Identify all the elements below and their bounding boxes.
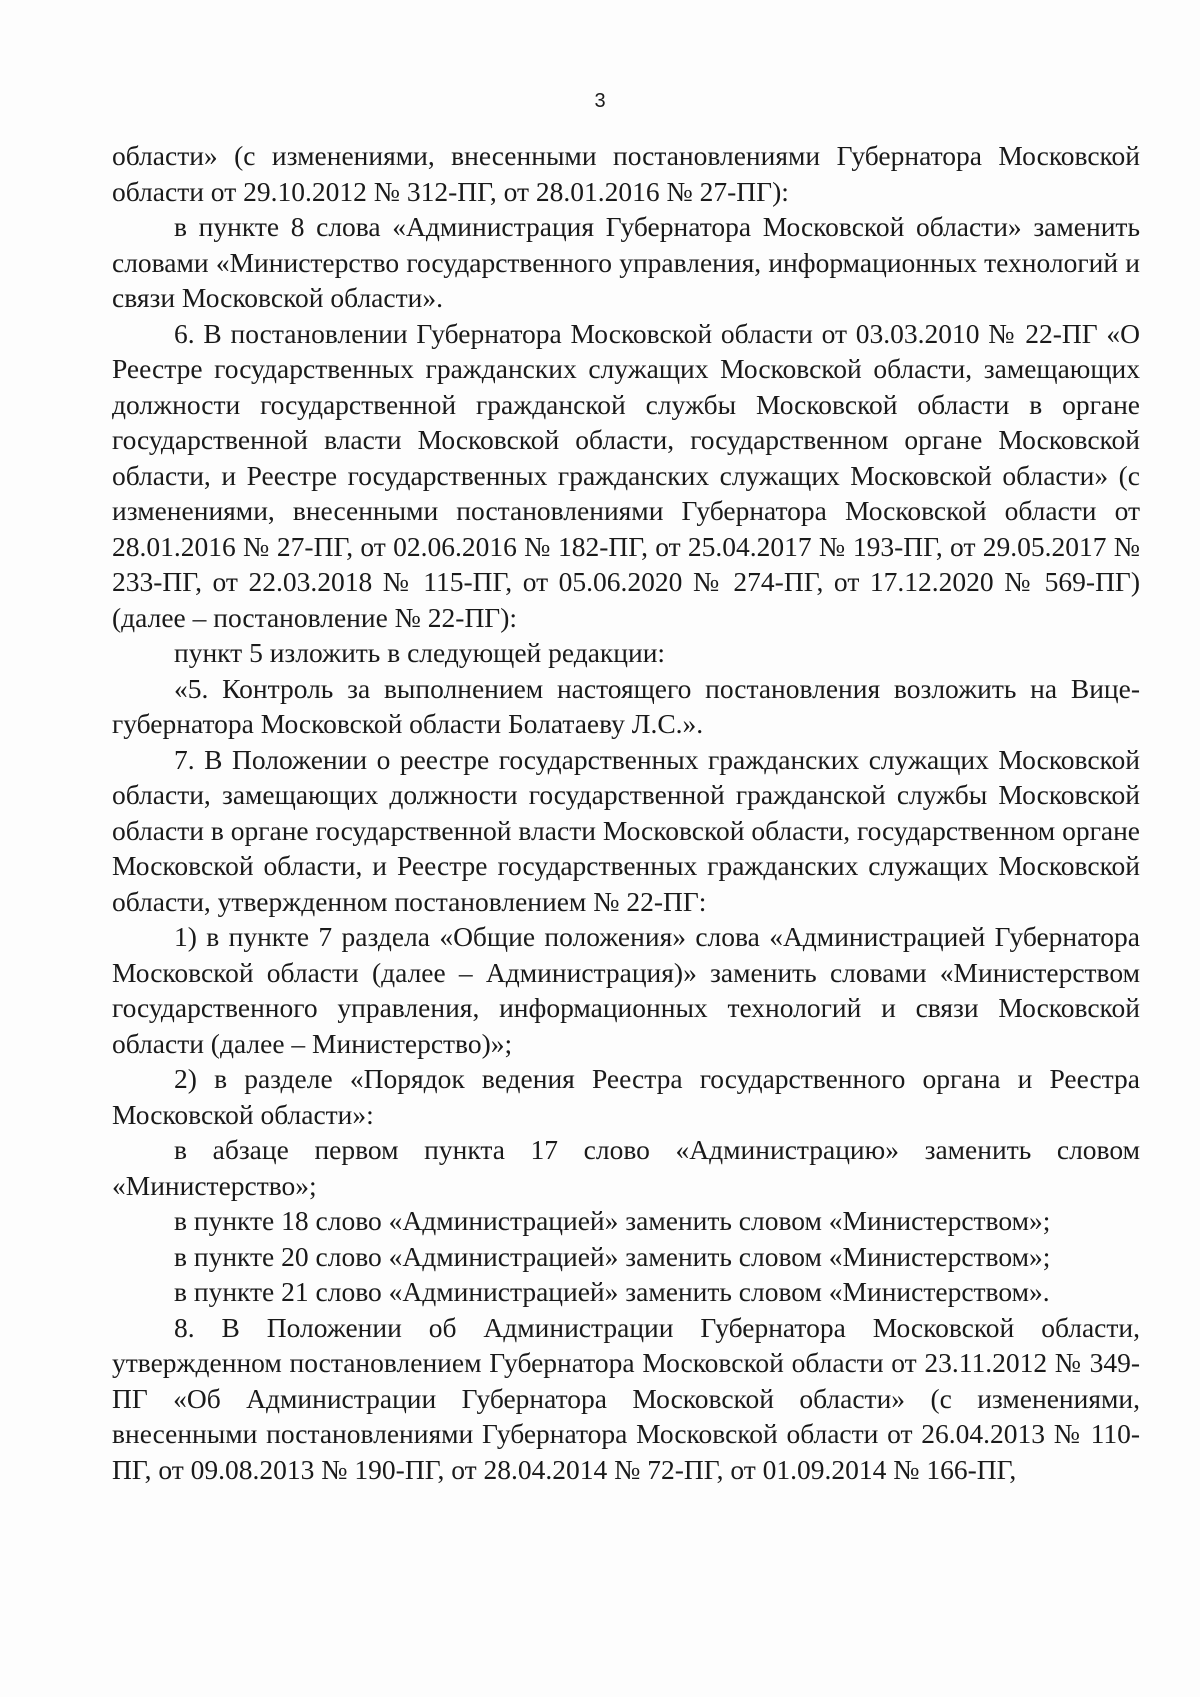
paragraph-item-8: 8. В Положении об Администрации Губернатора Московской области, утвержденном постановлением Губернатора Московской области от 23.11.2012 № 349-ПГ «Об Администрации Губернатора Московской области» (с изменениями, внесенными постановлениями Губернатора Московской области от 26.04.2013 № 110-ПГ, от 09.08.2013 № 190-ПГ, от 28.04.2014 № 72-ПГ, от 01.09.2014 № 166-ПГ, [112,1311,1140,1485]
paragraph-item-6-point-5-text: «5. Контроль за выполнением настоящего постановления возложить на Вице-губернатора Московской области Болатаеву Л.С.». [112,672,1140,739]
paragraph-item-6-point-5-intro: пункт 5 изложить в следующей редакции: [174,637,666,668]
paragraph-item-6: 6. В постановлении Губернатора Московской области от 03.03.2010 № 22-ПГ «О Реестре государственных гражданских служащих Московской области, замещающих должности государственной гражданской службы Московской области в органе государственной власти Московской области, государственном органе Московской области, и Реестре государственных гражданских служащих Московской области» (с изменениями, внесенными постановлениями Губернатора Московской области от 28.01.2016 № 27-ПГ, от 02.06.2016 № 182-ПГ, от 25.04.2017 № 193-ПГ, от 29.05.2017 № 233-ПГ, от 22.03.2018 № 115-ПГ, от 05.06.2020 № 274-ПГ, от 17.12.2020 № 569-ПГ) (далее – постановление № 22-ПГ): [112,317,1140,633]
document-body [112,138,1140,1487]
paragraph-item-7-sub-2-point-20: в пункте 20 слово «Администрацией» заменить словом «Министерством»; [174,1240,1051,1272]
paragraph-item-7: 7. В Положении о реестре государственных гражданских служащих Московской области, замещающих должности государственной гражданской службы Московской области в органе государственной власти Московской области, государственном органе Московской области, и Реестре государственных гражданских служащих Московской области, утвержденном постановлением № 22-ПГ: [112,743,1140,917]
paragraph-item-7-sub-2-point-21: в пункте 21 слово «Администрацией» заменить словом «Министерством». [174,1276,1050,1307]
page-number: 3 [594,90,606,112]
paragraph-item-7-sub-2-point-17: в абзаце первом пункта 17 слово «Администрацию» заменить словом «Министерство»; [112,1134,1140,1201]
paragraph-item-7-sub-2-point-18: в пункте 18 слово «Администрацией» заменить словом «Министерством»; [174,1205,1051,1236]
paragraph-item-5-point-8: в пункте 8 слова «Администрация Губернатора Московской области» заменить словами «Министерство государственного управления, информационных технологий и связи Московской области». [112,211,1140,313]
paragraph-item-7-sub-1: 1) в пункте 7 раздела «Общие положения» слова «Администрацией Губернатора Московской области (далее – Администрация)» заменить словами «Министерством государственного управления, информационных технологий и связи Московской области (далее – Министерство)»; [112,921,1140,1059]
paragraph-continuation: области» (с изменениями, внесенными постановлениями Губернатора Московской области от 29.10.2012 № 312-ПГ, от 28.01.2016 № 27-ПГ): [112,140,1140,207]
paragraph-item-7-sub-2: 2) в разделе «Порядок ведения Реестра государственного органа и Реестра Московской области»: [112,1063,1140,1130]
